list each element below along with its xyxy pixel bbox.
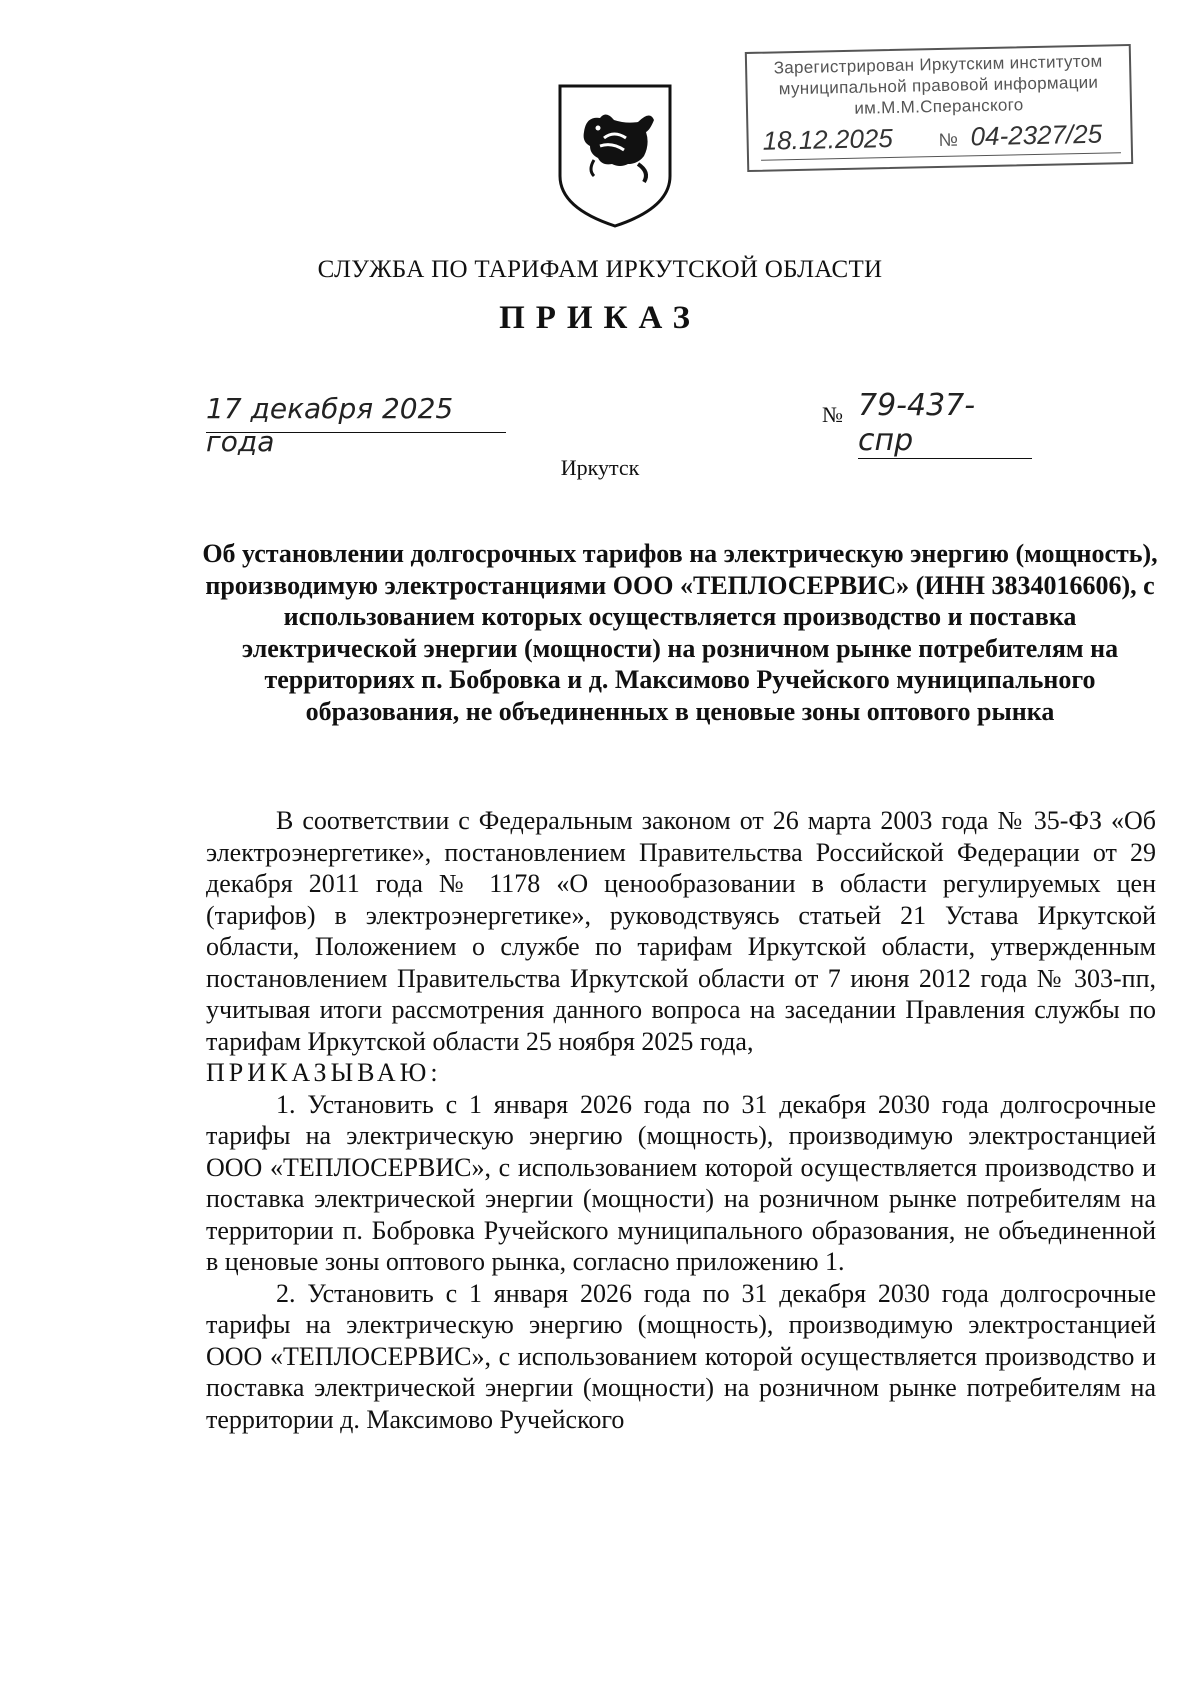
- city-name: Иркутск: [560, 455, 640, 480]
- registration-stamp: [745, 44, 1133, 172]
- number-field: [822, 388, 1032, 458]
- document-body: [206, 805, 1156, 1435]
- order-number: 79-437-спр: [858, 388, 1032, 459]
- stamp-date: 18.12.2025: [762, 122, 894, 156]
- item-1-paragraph: 1. Установить с 1 января 2026 года по 31 декабря 2030 года долгосрочные тарифы на электрическую энергию (мощность), производимую электростанцией ООО «ТЕПЛОСЕРВИС», с использованием которой осуществляется производство и поставка электрической энергии (мощности) на розничном рынке потребителям на территории п. Бобровка Ручейского муниципального образования, не объединенной в ценовые зоны оптового рынка, согласно приложению 1.: [206, 1089, 1156, 1276]
- document-type-title: ПРИКАЗ: [499, 300, 701, 336]
- stamp-line-1: Зарегистрирован Иркутским институтом: [773, 51, 1103, 78]
- organization-name: СЛУЖБА ПО ТАРИФАМ ИРКУТСКОЙ ОБЛАСТИ: [317, 256, 883, 283]
- stamp-fill-line: [760, 118, 1121, 161]
- date-line: [206, 392, 506, 458]
- stamp-line-3: им.М.М.Сперанского: [854, 95, 1024, 118]
- order-word: ПРИКАЗЫВАЮ:: [206, 1058, 442, 1087]
- order-date: 17 декабря 2025 года: [206, 392, 454, 458]
- item-2-paragraph: 2. Установить с 1 января 2026 года по 31 декабря 2030 года долгосрочные тарифы на электрическую энергию (мощность), производимую электростанцией ООО «ТЕПЛОСЕРВИС», с использованием которой осуществляется производство и поставка электрической энергии (мощности) на розничном рынке потребителям на территории д. Максимово Ручейского: [206, 1278, 1156, 1434]
- document-subject: Об установлении долгосрочных тарифов на электрическую энергию (мощность), производимую электростанциями ООО «ТЕПЛОСЕРВИС» (ИНН 3834016606), с использованием которых осуществляется производство и поставка электрической энергии (мощности) на розничном рынке потребителям на территориях п. Бобровка и д. Максимово Ручейского муниципального образования, не объединенных в ценовые зоны оптового рынка: [202, 539, 1158, 726]
- stamp-number: 04-2327/25: [970, 118, 1103, 152]
- stamp-line-2: муниципальной правовой информации: [778, 72, 1099, 99]
- preamble-paragraph: В соответствии с Федеральным законом от 26 марта 2003 года № 35-ФЗ «Об электроэнергетике», постановлением Правительства Российской Федерации от 29 декабря 2011 года № 1178 «О ценообразовании в области регулируемых цен (тарифов) в электроэнергетике», руководствуясь статьей 21 Устава Иркутской области, Положением о службе по тарифам Иркутской области, утвержденным постановлением Правительства Иркутской области от 7 июня 2012 года № 303-пп, учитывая итоги рассмотрения данного вопроса на заседании Правления службы по тарифам Иркутской области 25 ноября 2025 года,: [206, 806, 1156, 1056]
- stamp-number-sign: №: [938, 129, 959, 151]
- number-sign: №: [822, 402, 843, 427]
- irkutsk-coat-of-arms-icon: [554, 80, 676, 230]
